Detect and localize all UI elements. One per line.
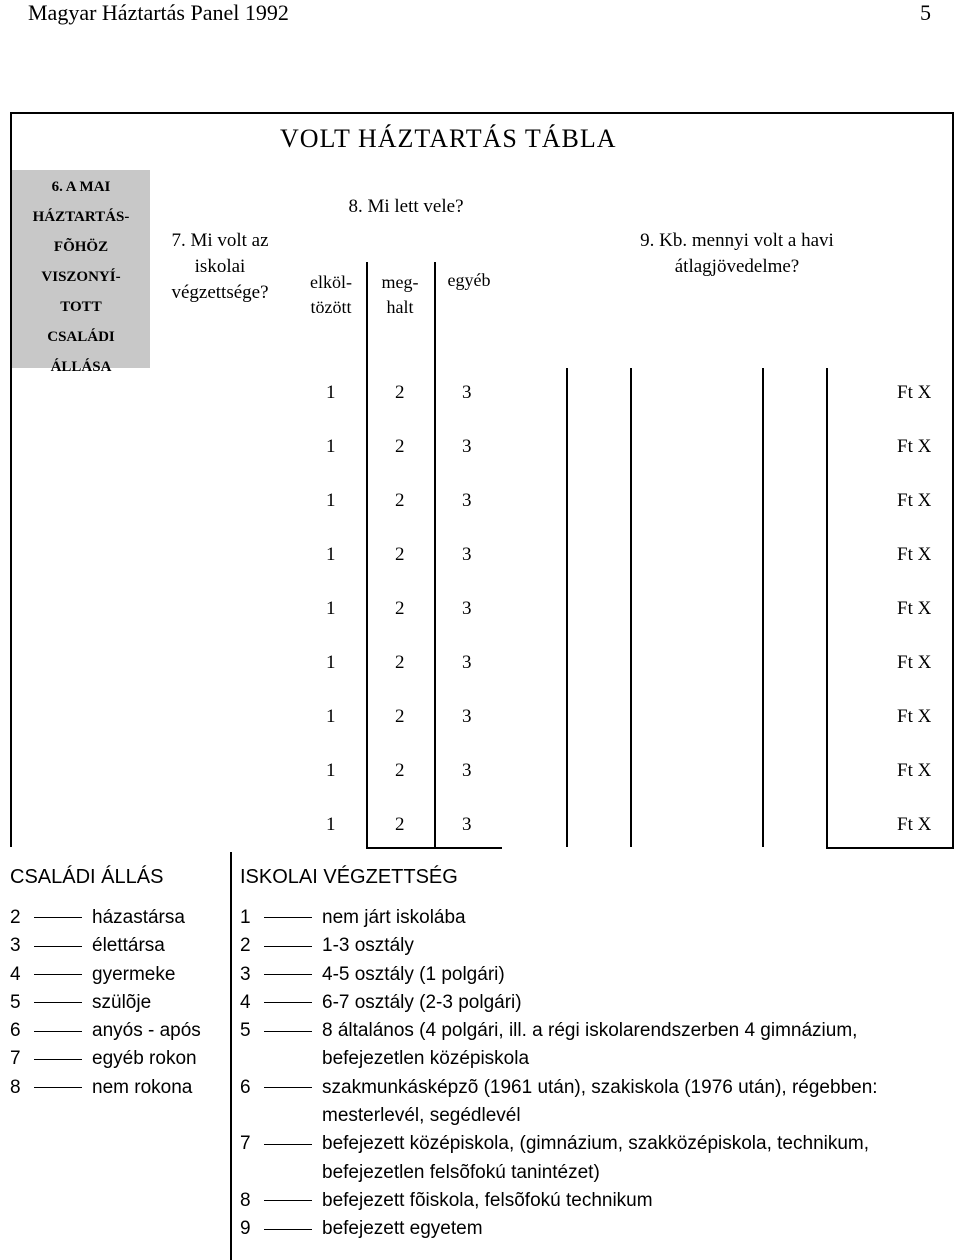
option-1[interactable]: 1	[326, 544, 336, 565]
dash	[264, 946, 312, 947]
list-item	[240, 961, 955, 989]
q6-line: ÁLLÁSA	[50, 359, 112, 375]
option-1[interactable]: 1	[326, 490, 336, 511]
income-unit: Ft X	[897, 436, 932, 457]
table-row	[0, 476, 960, 530]
table-row	[0, 584, 960, 638]
q8-option-other: egyéb	[447, 270, 491, 290]
label: szakmunkásképzõ (1961 után), szakiskola (1976 után), régebben:	[322, 1076, 878, 1098]
q8-option-moved	[298, 270, 364, 320]
option-1[interactable]: 1	[326, 382, 336, 403]
option-3[interactable]: 3	[462, 382, 472, 403]
code: 2	[10, 907, 21, 928]
label: 4-5 osztály (1 polgári)	[322, 963, 505, 985]
dash	[264, 1200, 312, 1201]
dash	[264, 1087, 312, 1088]
list-item	[10, 989, 201, 1017]
list-item	[10, 1045, 201, 1073]
dash	[264, 1144, 312, 1145]
list-item-continuation: befejezetlen középiskola	[322, 1048, 530, 1070]
label: befejezett egyetem	[322, 1218, 483, 1240]
list-item	[240, 904, 955, 932]
label: 6-7 osztály (2-3 polgári)	[322, 991, 522, 1013]
code: 1	[240, 907, 251, 928]
q7-line: végzettsége?	[171, 282, 269, 303]
option-3[interactable]: 3	[462, 544, 472, 565]
option-2[interactable]: 2	[395, 814, 405, 835]
option-2[interactable]: 2	[395, 706, 405, 727]
label: befejezett fõiskola, felsõfokú technikum	[322, 1189, 653, 1211]
income-unit: Ft X	[897, 598, 932, 619]
label: gyermeke	[92, 963, 176, 985]
table-row	[0, 368, 960, 422]
code: 8	[10, 1076, 21, 1098]
dash	[264, 1002, 312, 1003]
code: 9	[240, 1218, 251, 1240]
question-9-header	[592, 228, 882, 280]
document-title: Magyar Háztartás Panel 1992	[28, 0, 289, 25]
table-top-border	[10, 112, 954, 115]
option-1[interactable]: 1	[326, 436, 336, 457]
code: 7	[10, 1048, 21, 1070]
list-item	[240, 989, 955, 1017]
label: házastársa	[92, 907, 185, 928]
table-row	[0, 800, 960, 854]
code: 3	[240, 963, 251, 985]
list-item	[10, 1017, 201, 1045]
dash	[34, 1002, 82, 1003]
page-number: 5	[920, 0, 931, 25]
option-1[interactable]: 1	[326, 814, 336, 835]
legend-divider	[230, 852, 232, 1260]
list-item	[10, 904, 201, 932]
dash	[34, 1031, 82, 1032]
option-3[interactable]: 3	[462, 490, 472, 511]
income-unit: Ft X	[897, 814, 932, 835]
label: nem járt iskolába	[322, 907, 466, 928]
option-2[interactable]: 2	[395, 436, 405, 457]
option-1[interactable]: 1	[326, 760, 336, 781]
dash	[34, 1087, 82, 1088]
option-2[interactable]: 2	[395, 598, 405, 619]
dash	[264, 1229, 312, 1230]
list-item-continuation: befejezetlen felsõfokú tanintézet)	[322, 1161, 600, 1183]
question-8-header: 8. Mi lett vele?	[348, 196, 464, 217]
income-unit: Ft X	[897, 490, 932, 511]
q7-line: 7. Mi volt az	[171, 230, 269, 251]
q6-line: CSALÁDI	[47, 329, 115, 345]
list-item	[240, 1215, 955, 1243]
dash	[264, 917, 312, 918]
code: 6	[10, 1020, 21, 1042]
family-status-legend-title: CSALÁDI ÁLLÁS	[10, 866, 164, 888]
code: 7	[240, 1133, 251, 1155]
code: 8	[240, 1189, 251, 1211]
option-2[interactable]: 2	[395, 652, 405, 673]
table-row	[0, 422, 960, 476]
option-3[interactable]: 3	[462, 652, 472, 673]
option-2[interactable]: 2	[395, 490, 405, 511]
option-3[interactable]: 3	[462, 436, 472, 457]
option-1[interactable]: 1	[326, 652, 336, 673]
option-1[interactable]: 1	[326, 598, 336, 619]
table-row	[0, 530, 960, 584]
label: anyós - após	[92, 1020, 201, 1042]
code: 4	[10, 963, 21, 985]
code: 3	[10, 935, 21, 957]
q6-line: TOTT	[60, 299, 102, 315]
income-unit: Ft X	[897, 544, 932, 565]
dash	[264, 974, 312, 975]
education-legend-title: ISKOLAI VÉGZETTSÉG	[240, 866, 458, 888]
dash	[34, 917, 82, 918]
dash	[34, 946, 82, 947]
question-7-header	[140, 228, 300, 306]
dash	[34, 1059, 82, 1060]
table-row	[0, 638, 960, 692]
q6-line: HÁZTARTÁS-	[32, 209, 130, 225]
list-item	[10, 932, 201, 960]
table-title: VOLT HÁZTARTÁS TÁBLA	[280, 124, 617, 153]
q8b-line: halt	[386, 297, 414, 317]
list-item	[240, 1187, 955, 1215]
option-2[interactable]: 2	[395, 382, 405, 403]
label: nem rokona	[92, 1076, 193, 1098]
q6-line: FÕHÖZ	[53, 239, 109, 255]
q9-line: átlagjövedelme?	[674, 256, 800, 277]
list-item	[240, 932, 955, 960]
label: szülõje	[92, 991, 152, 1013]
question-6-header	[12, 170, 150, 375]
income-unit: Ft X	[897, 706, 932, 727]
label: egyéb rokon	[92, 1048, 197, 1070]
option-2[interactable]: 2	[395, 760, 405, 781]
label: élettársa	[92, 935, 165, 957]
q6-line: 6. A MAI	[51, 179, 111, 195]
table-row	[0, 692, 960, 746]
dash	[264, 1031, 312, 1032]
q8b-line: meg-	[381, 272, 419, 292]
option-1[interactable]: 1	[326, 706, 336, 727]
option-3[interactable]: 3	[462, 598, 472, 619]
list-item	[240, 1017, 955, 1045]
income-unit: Ft X	[897, 760, 932, 781]
label: 8 általános (4 polgári, ill. a régi iskolarendszerben 4 gimnázium,	[322, 1020, 858, 1042]
list-item	[10, 961, 201, 989]
code: 4	[240, 991, 251, 1013]
label: befejezett középiskola, (gimnázium, szakközépiskola, technikum,	[322, 1133, 870, 1155]
list-item	[240, 1074, 955, 1102]
list-item	[240, 1130, 955, 1158]
income-unit: Ft X	[897, 652, 932, 673]
label: 1-3 osztály	[322, 935, 414, 957]
q8a-line: tözött	[310, 297, 352, 317]
option-3[interactable]: 3	[462, 814, 472, 835]
education-legend	[240, 904, 955, 1244]
q7-line: iskolai	[194, 256, 246, 277]
q9-line: 9. Kb. mennyi volt a havi	[640, 230, 834, 251]
code: 5	[10, 991, 21, 1013]
q8-option-died	[366, 270, 434, 320]
code: 6	[240, 1076, 251, 1098]
code: 2	[240, 935, 251, 957]
option-2[interactable]: 2	[395, 544, 405, 565]
list-item	[10, 1074, 201, 1102]
q8a-line: elköl-	[310, 272, 352, 292]
code: 5	[240, 1020, 251, 1042]
option-3[interactable]: 3	[462, 760, 472, 781]
list-item-continuation: mesterlevél, segédlevél	[322, 1105, 521, 1127]
dash	[34, 974, 82, 975]
option-3[interactable]: 3	[462, 706, 472, 727]
family-status-legend	[10, 904, 201, 1102]
q6-line: VISZONYÍ-	[41, 269, 121, 285]
income-unit: Ft X	[897, 382, 932, 403]
table-row	[0, 746, 960, 800]
